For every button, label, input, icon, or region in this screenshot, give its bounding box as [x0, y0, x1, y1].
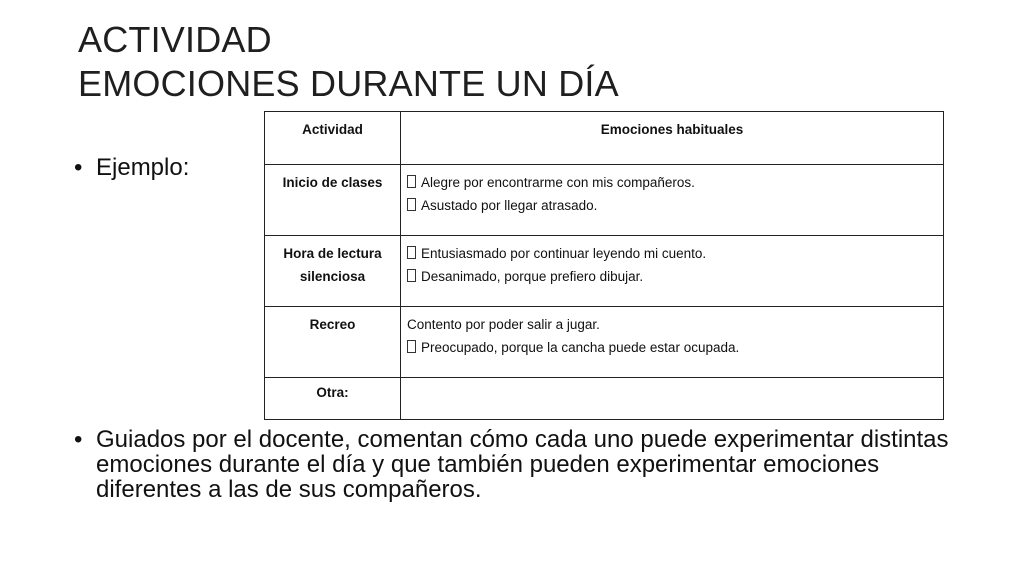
checkbox-icon [407, 340, 416, 353]
activity-label: Recreo [309, 317, 356, 332]
emotion-text: Entusiasmado por continuar leyendo mi cuento. [421, 246, 707, 261]
emotion-item [407, 194, 937, 217]
table-row [265, 236, 944, 307]
table-header-row [265, 112, 944, 165]
header-emotions: Emociones habituales [401, 112, 944, 165]
bullet-instructions [74, 427, 954, 502]
checkbox-icon [407, 246, 416, 259]
table-row [265, 165, 944, 236]
emotions-cell [401, 307, 944, 378]
activity-cell [265, 307, 401, 378]
activity-label: Inicio de clases [282, 175, 383, 190]
checkbox-icon [407, 198, 416, 211]
activity-label: Otra: [316, 385, 349, 400]
emotions-cell [401, 165, 944, 236]
checkbox-icon [407, 269, 416, 282]
bullet-example-text: Ejemplo: [96, 154, 190, 181]
emotions-table [264, 111, 944, 420]
emotion-item [407, 313, 937, 336]
checkbox-icon [407, 175, 416, 188]
emotion-item [407, 336, 937, 359]
emotions-cell-empty [401, 378, 944, 420]
bullet-instructions-text: Guiados por el docente, comentan cómo cada uno puede experimentar distintas emociones durante el día y que también pueden experimentar emociones diferentes a las de sus compañeros. [96, 426, 949, 503]
emotions-cell [401, 236, 944, 307]
activity-label: Hora de lectura [283, 246, 382, 261]
activity-cell [265, 165, 401, 236]
emotion-text: Desanimado, porque prefiero dibujar. [421, 269, 644, 284]
emotion-item [407, 171, 937, 194]
emotion-text: Preocupado, porque la cancha puede estar ocupada. [421, 340, 740, 355]
bullet-example [74, 155, 189, 180]
header-activity: Actividad [265, 112, 401, 165]
slide-title [78, 18, 619, 106]
table-row [265, 307, 944, 378]
title-line-1: ACTIVIDAD [78, 19, 272, 60]
emotion-item [407, 242, 937, 265]
emotion-text: Alegre por encontrarme con mis compañeros. [421, 175, 695, 190]
emotion-text: Asustado por llegar atrasado. [421, 198, 598, 213]
title-line-2: EMOCIONES DURANTE UN DÍA [78, 63, 619, 104]
activity-cell [265, 236, 401, 307]
emotion-item [407, 265, 937, 288]
activity-cell [265, 378, 401, 420]
emotion-text: Contento por poder salir a jugar. [407, 317, 600, 332]
table-row [265, 378, 944, 420]
bullet-dot-icon: • [74, 426, 83, 453]
bullet-dot-icon: • [74, 154, 83, 181]
activity-label: silenciosa [299, 269, 366, 284]
